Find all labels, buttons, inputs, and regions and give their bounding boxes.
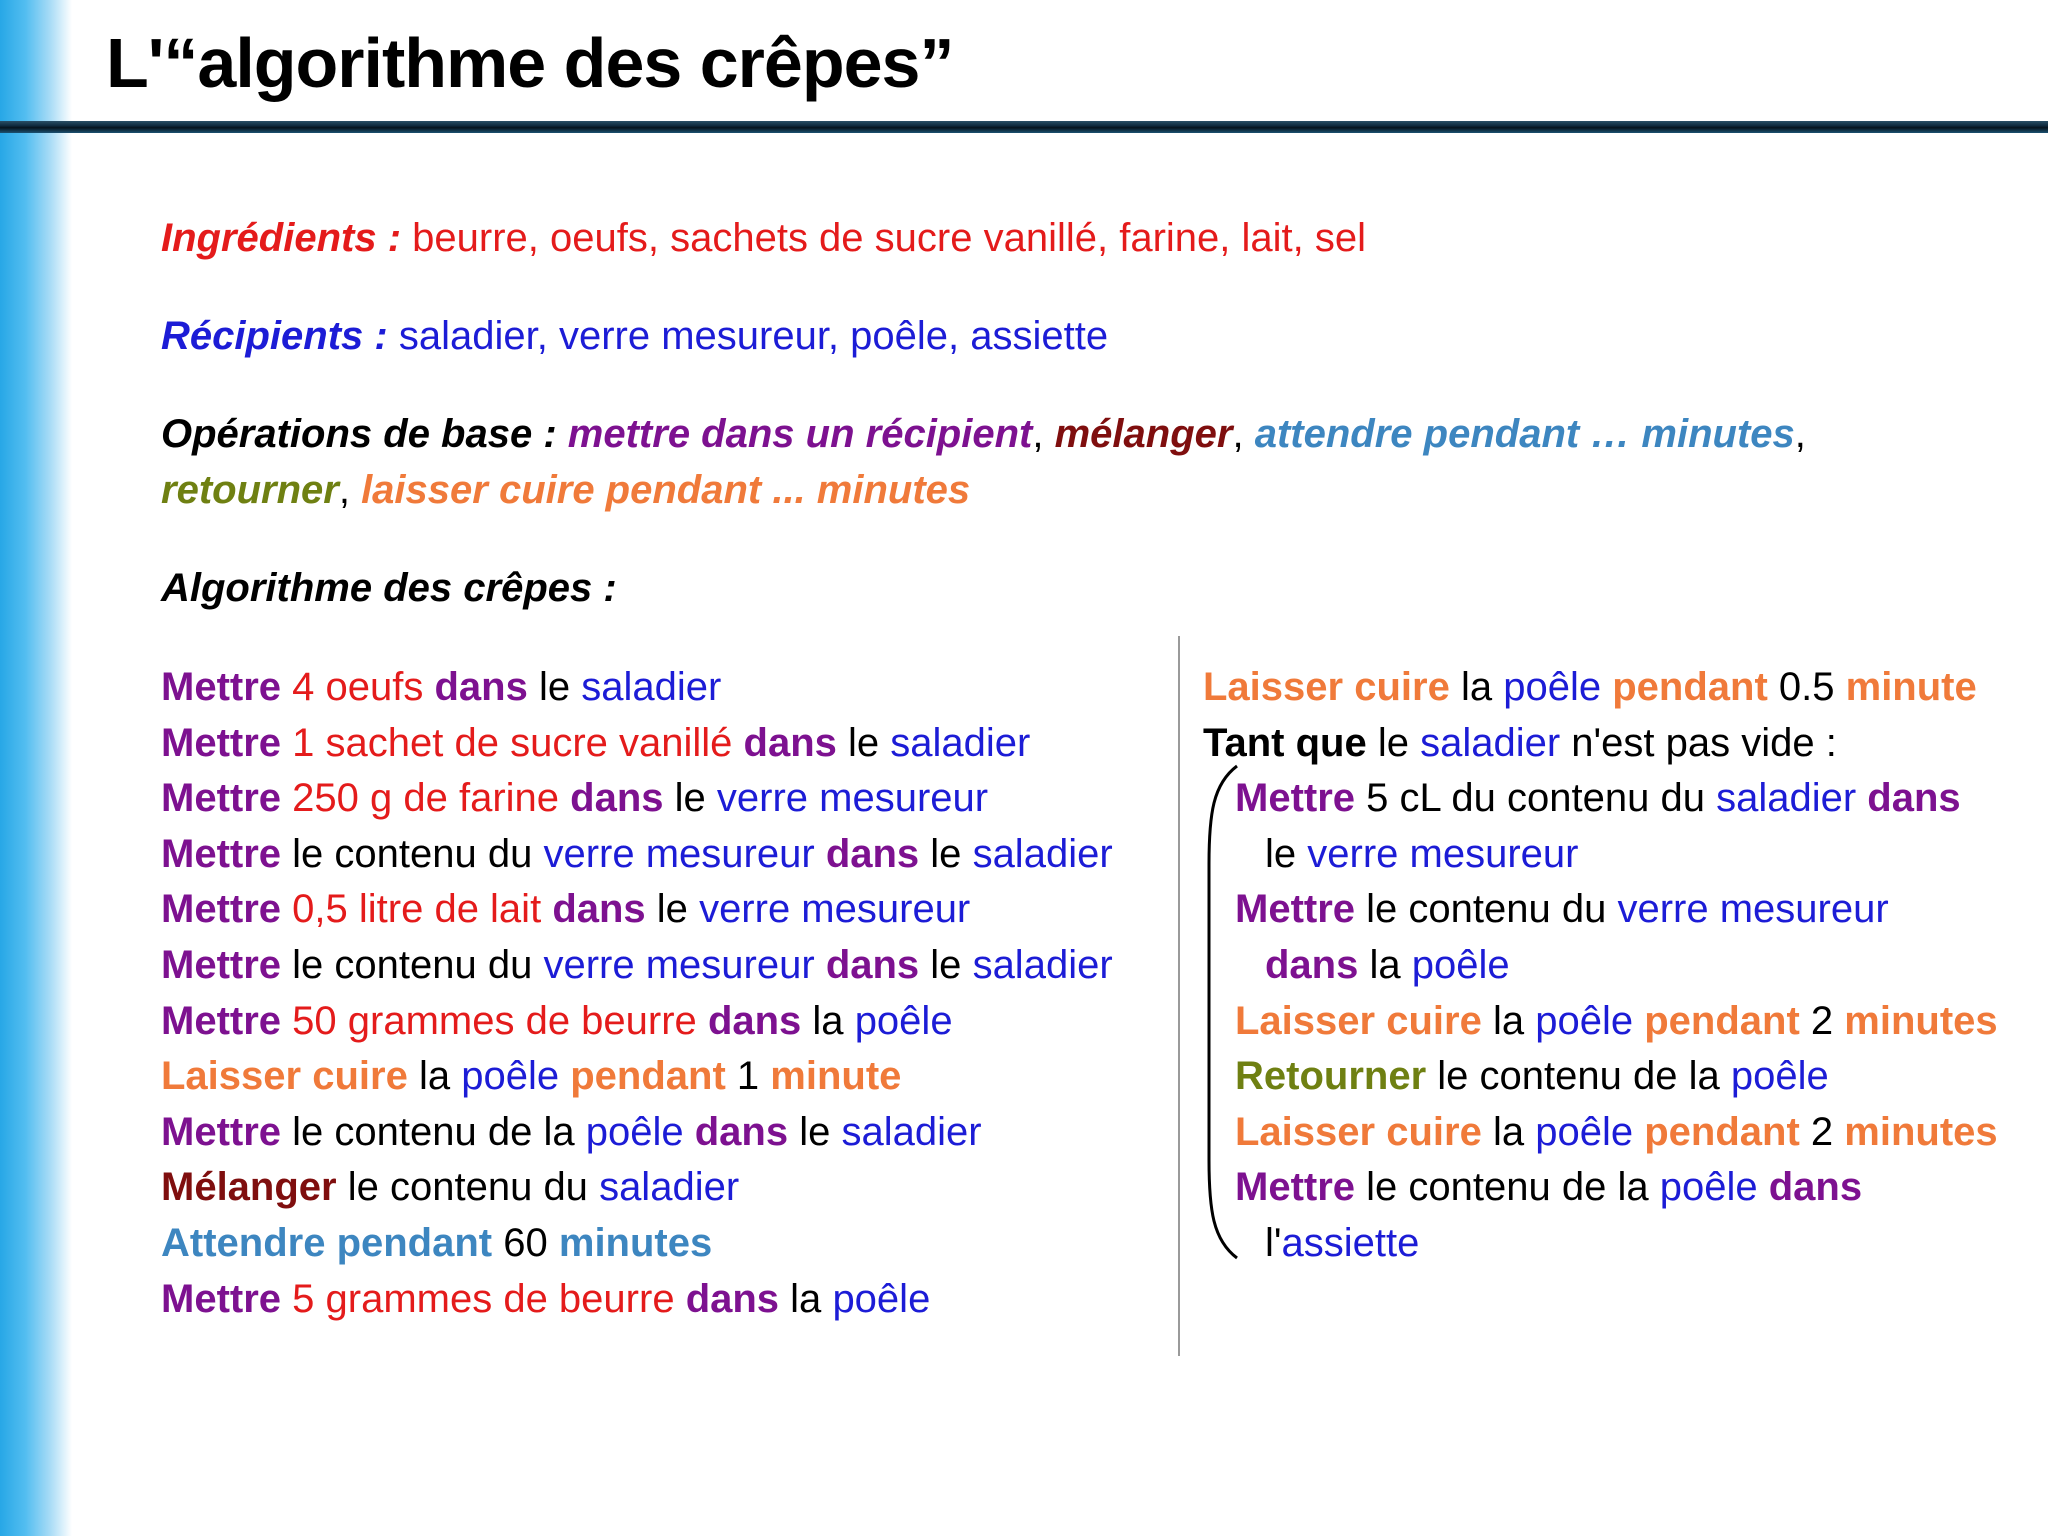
container: saladier	[972, 831, 1113, 876]
op-word: Retourner	[1235, 1054, 1427, 1099]
number: 2	[1810, 1109, 1834, 1154]
recipients-line	[161, 308, 1108, 364]
loop-keyword: Tant que	[1203, 720, 1367, 765]
container: poêle	[585, 1109, 684, 1154]
op-word: dans	[1867, 776, 1961, 821]
container: saladier	[1420, 720, 1561, 765]
op-word: dans	[434, 665, 528, 709]
op-word: Mettre	[161, 831, 282, 876]
step-line	[161, 938, 1161, 994]
left-gradient-band	[0, 0, 72, 1536]
op-word: Laisser cuire	[1203, 665, 1450, 709]
page-title: L'“algorithme des crêpes”	[106, 24, 954, 102]
step-line	[161, 1272, 1161, 1328]
step-line	[161, 827, 1161, 883]
step-continuation	[1203, 827, 2048, 883]
container: saladier	[1716, 776, 1857, 821]
step-line	[161, 994, 1161, 1050]
title-underline	[0, 121, 2048, 133]
op-word: dans	[825, 831, 920, 876]
ingredients-label: Ingrédients :	[161, 216, 402, 260]
step-line	[1203, 1105, 2048, 1161]
loop-header	[1203, 716, 2048, 772]
operations-line-1: Opérations de base : mettre dans un récipient, mélanger, attendre pendant … minutes,	[161, 412, 1806, 456]
step-line	[161, 771, 1161, 827]
op-word: minutes	[558, 1220, 713, 1265]
step-line	[161, 1105, 1161, 1161]
article: la	[790, 1276, 822, 1321]
number: 1	[736, 1054, 760, 1099]
container: poêle	[1535, 1109, 1634, 1154]
step-line	[161, 716, 1161, 772]
number: 2	[1810, 998, 1834, 1043]
article: le	[799, 1109, 831, 1154]
op-melanger: mélanger	[1054, 412, 1233, 456]
op-word: Mettre	[161, 720, 282, 765]
plain-text: le contenu du	[292, 942, 533, 987]
op-word: dans	[743, 720, 837, 765]
container: saladier	[890, 720, 1031, 765]
article: la	[1492, 1109, 1525, 1154]
op-word: dans	[1265, 942, 1359, 987]
algorithm-left-column	[161, 660, 1161, 1327]
op-word: Laisser cuire	[161, 1054, 408, 1099]
container: saladier	[972, 942, 1113, 987]
step-line	[161, 882, 1161, 938]
algorithm-right-column	[1203, 660, 2048, 1272]
step-line	[161, 1160, 1161, 1216]
step-continuation	[1203, 938, 2048, 994]
op-word: pendant	[570, 1054, 726, 1099]
ingredient: 4 oeufs	[292, 665, 424, 709]
op-word: dans	[694, 1109, 789, 1154]
container: poêle	[461, 1054, 560, 1099]
step-line	[1203, 1160, 2048, 1216]
op-laisser-cuire: laisser cuire pendant ... minutes	[361, 468, 971, 512]
op-word: pendant	[1612, 665, 1768, 709]
article: la	[1492, 998, 1525, 1043]
step-line	[1203, 660, 2048, 716]
container: poêle	[1659, 1165, 1758, 1210]
op-word: pendant	[1644, 1109, 1800, 1154]
op-word: Mettre	[161, 1276, 282, 1321]
step-line	[1203, 1049, 2048, 1105]
op-word: dans	[825, 942, 920, 987]
article: la	[1369, 942, 1401, 987]
ingredient: 0,5 litre de lait	[292, 887, 542, 932]
operations-label: Opérations de base :	[161, 412, 557, 456]
article: la	[1460, 665, 1493, 709]
ingredients-text: beurre, oeufs, sachets de sucre vanillé, farine, lait, sel	[412, 216, 1366, 260]
step-line	[161, 1216, 1161, 1272]
container: verre mesureur	[699, 887, 971, 932]
op-word: minutes	[1844, 998, 1998, 1043]
article: le	[656, 887, 688, 932]
step-line	[1203, 994, 2048, 1050]
plain-text: le contenu du	[347, 1165, 588, 1210]
recipients-label: Récipients :	[161, 314, 388, 358]
container: verre mesureur	[543, 831, 815, 876]
container: poêle	[1730, 1054, 1829, 1099]
ingredient: 5 grammes de beurre	[292, 1276, 675, 1321]
number: 60	[503, 1220, 548, 1265]
article: la	[812, 998, 844, 1043]
op-word: Mettre	[1235, 887, 1356, 932]
article: l'	[1265, 1220, 1282, 1265]
container: poêle	[1503, 665, 1602, 709]
op-retourner: retourner	[161, 468, 339, 512]
article: le	[848, 720, 880, 765]
ingredients-line	[161, 210, 1366, 266]
algorithm-steps	[161, 660, 2021, 1360]
op-word: minute	[1845, 665, 1977, 709]
number: 0.5	[1778, 665, 1835, 709]
op-word: Laisser cuire	[1235, 1109, 1482, 1154]
plain-text: n'est pas vide :	[1571, 720, 1837, 765]
op-word: dans	[570, 776, 664, 821]
op-word: Attendre pendant	[161, 1220, 493, 1265]
container: verre mesureur	[716, 776, 989, 821]
plain-text: 5 cL du contenu du	[1366, 776, 1705, 821]
operations-line-2: retourner, laisser cuire pendant ... minutes	[161, 468, 971, 512]
ingredient: 250 g de farine	[292, 776, 560, 821]
op-word: Mettre	[161, 776, 282, 821]
op-word: Mettre	[1235, 776, 1356, 821]
op-word: dans	[1768, 1165, 1863, 1210]
plain-text: le contenu de la	[1366, 1165, 1649, 1210]
container: saladier	[841, 1109, 982, 1154]
op-word: Mettre	[161, 942, 282, 987]
container: verre mesureur	[1617, 887, 1889, 932]
article: le	[1377, 720, 1409, 765]
container: poêle	[832, 1276, 931, 1321]
container: poêle	[1535, 998, 1634, 1043]
ingredient: 1 sachet de sucre vanillé	[292, 720, 733, 765]
step-line	[1203, 771, 2048, 827]
article: le	[930, 942, 962, 987]
step-line	[161, 1049, 1161, 1105]
op-word: Mettre	[1235, 1165, 1356, 1210]
step-line	[161, 660, 1161, 716]
op-word: dans	[707, 998, 802, 1043]
container: verre mesureur	[543, 942, 815, 987]
container: saladier	[599, 1165, 740, 1210]
op-word: Mettre	[161, 887, 282, 932]
container: poêle	[1411, 942, 1510, 987]
op-word: Laisser cuire	[1235, 998, 1482, 1043]
plain-text: le contenu du	[292, 831, 533, 876]
article: le	[930, 831, 962, 876]
container: saladier	[581, 665, 722, 709]
article: la	[418, 1054, 451, 1099]
ingredient: 50 grammes de beurre	[292, 998, 697, 1043]
container: poêle	[854, 998, 953, 1043]
op-word: Mettre	[161, 665, 282, 709]
op-word: Mettre	[161, 998, 282, 1043]
op-attendre: attendre pendant … minutes	[1254, 412, 1795, 456]
plain-text: le contenu de la	[292, 1109, 575, 1154]
plain-text: le contenu du	[1366, 887, 1607, 932]
plain-text: le contenu de la	[1437, 1054, 1720, 1099]
step-continuation	[1203, 1216, 2048, 1272]
op-word: Mettre	[161, 1109, 282, 1154]
op-word: pendant	[1644, 998, 1800, 1043]
op-word: dans	[552, 887, 646, 932]
container: assiette	[1281, 1220, 1420, 1265]
article: le	[1265, 831, 1297, 876]
step-line	[1203, 882, 2048, 938]
op-word: minutes	[1844, 1109, 1998, 1154]
op-word: dans	[685, 1276, 780, 1321]
article: le	[538, 665, 571, 709]
article: le	[674, 776, 706, 821]
column-divider	[1178, 636, 1180, 1356]
recipients-text: saladier, verre mesureur, poêle, assiette	[398, 314, 1109, 358]
container: verre mesureur	[1307, 831, 1579, 876]
algorithm-heading: Algorithme des crêpes :	[161, 566, 617, 610]
op-mettre: mettre dans un récipient	[567, 412, 1033, 456]
op-word: Mélanger	[161, 1165, 337, 1210]
op-word: minute	[770, 1054, 902, 1099]
